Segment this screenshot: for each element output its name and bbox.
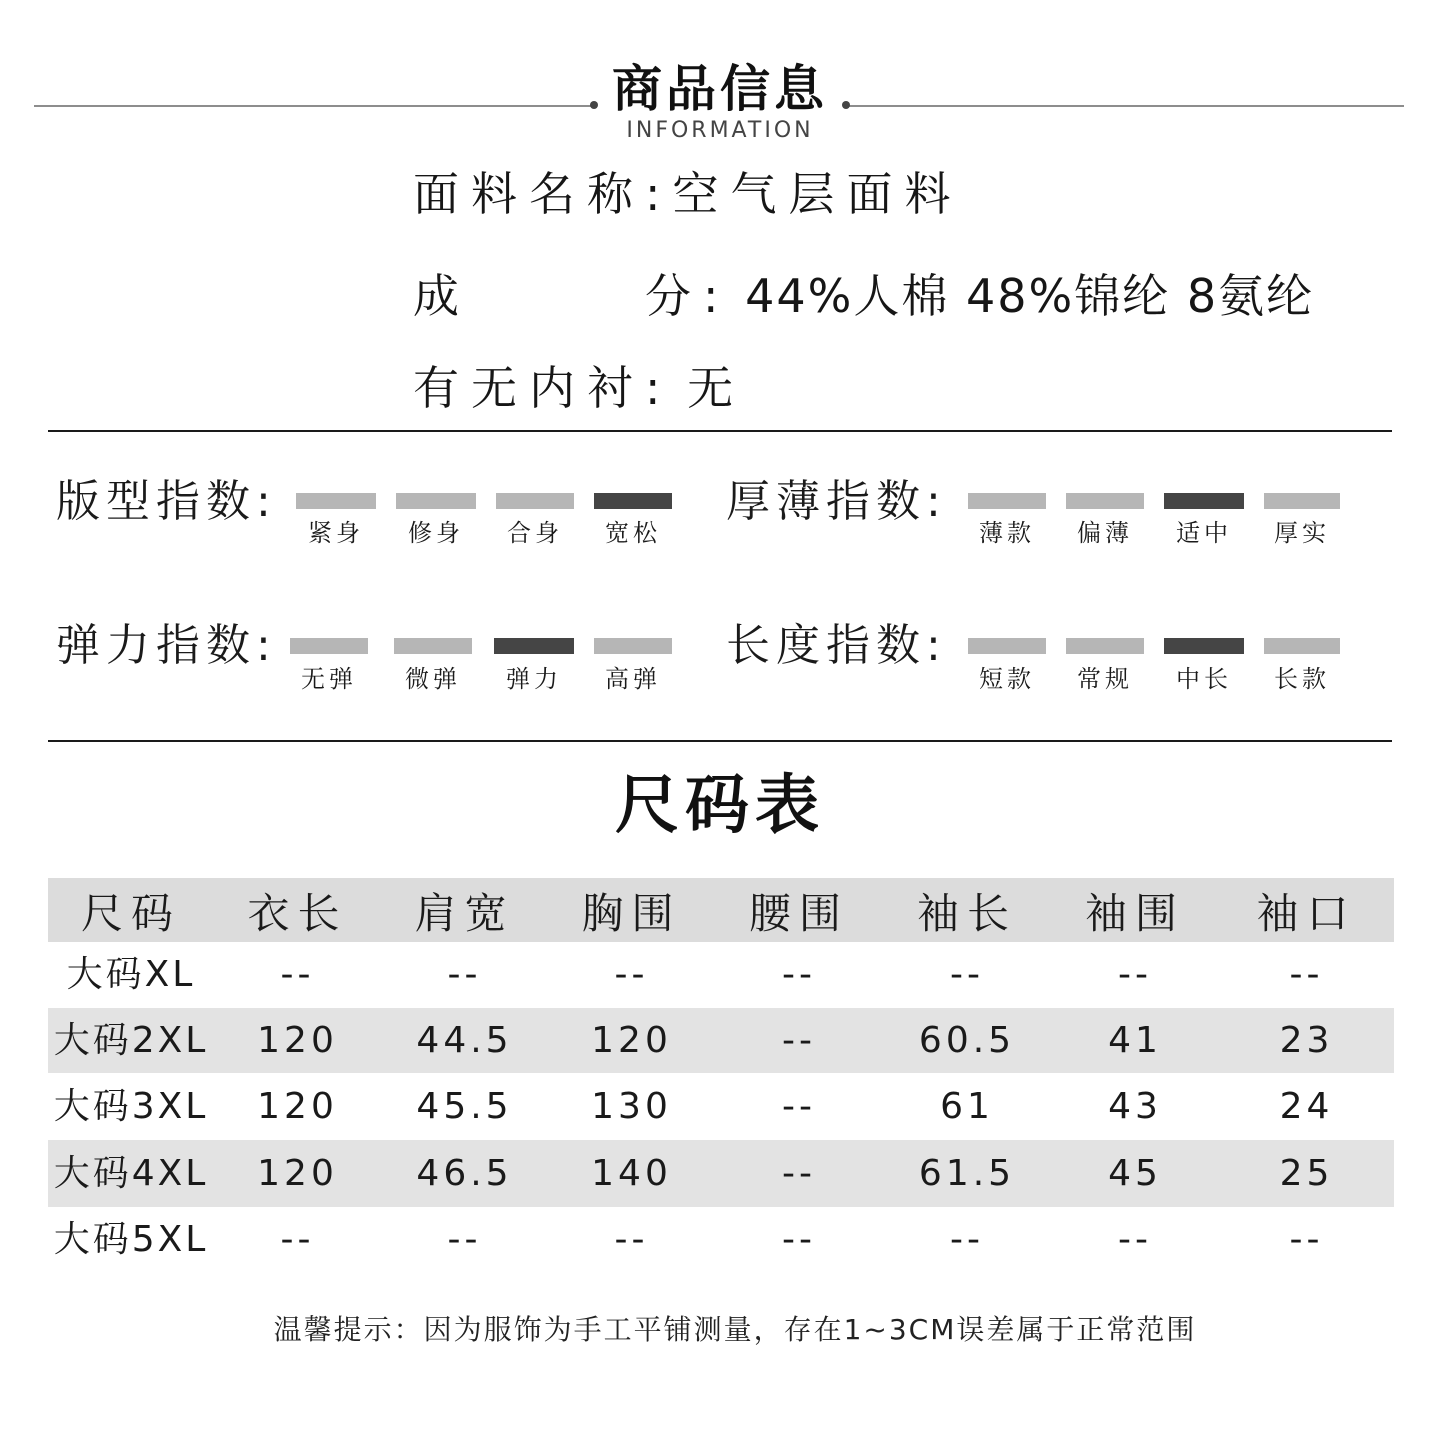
measurement-cell: -- [614,954,649,995]
index-bar [296,493,376,509]
size-table-title: 尺码表 [615,769,825,843]
index-bar [496,493,574,509]
table-row [48,1207,1394,1273]
measurement-cell: -- [782,1020,816,1061]
measurement-cell: 45 [1108,1153,1162,1194]
measurement-cell: -- [614,1219,649,1260]
index-option-label: 常规 [1077,665,1133,693]
index-option-label: 高弹 [605,665,661,693]
table-header-cell: 尺码 [80,889,181,938]
size-cell: 大码3XL [53,1086,209,1127]
size-cell: 大码2XL [53,1020,209,1061]
table-header-cell: 肩宽 [414,889,515,938]
measurement-cell: 25 [1279,1153,1334,1194]
measurement-cell: 43 [1108,1086,1162,1127]
index-bar [1264,493,1340,509]
measurement-cell: -- [280,1219,315,1260]
size-cell: 大码4XL [53,1153,209,1194]
index-option-label: 偏薄 [1077,519,1133,547]
lining-row [413,358,745,418]
index-label: 长度指数: [726,620,947,671]
table-row [48,1008,1394,1073]
index-bar-selected [1164,493,1244,509]
table-header-cell: 衣长 [247,889,348,938]
table-row [48,1073,1394,1140]
index-option-label: 适中 [1176,519,1232,547]
measurement-note: 温馨提示：因为服饰为手工平铺测量，存在1~3CM误差属于正常范围 [273,1313,1197,1346]
index-option-label: 薄款 [979,519,1035,547]
measurement-cell: -- [447,954,482,995]
index-option-label: 无弹 [301,665,357,693]
index-option-label: 紧身 [308,519,364,547]
measurement-cell: -- [950,954,984,995]
table-header-cell: 胸围 [581,889,682,938]
index-bar-selected [594,493,672,509]
measurement-cell: 120 [591,1020,672,1061]
fabric-name-label: 面料名称: [413,167,673,221]
size-table [48,878,1394,1273]
index-option-label: 修身 [408,519,464,547]
index-bar [594,638,672,654]
index-bar-selected [494,638,574,654]
measurement-cell: 61.5 [918,1153,1016,1194]
measurement-cell: 140 [591,1153,672,1194]
table-row [48,1140,1394,1207]
measurement-cell: -- [950,1219,984,1260]
index-bar [1066,493,1144,509]
measurement-cell: -- [1118,954,1152,995]
table-header-cell: 袖口 [1256,889,1357,938]
index-label: 厚薄指数: [726,476,947,527]
measurement-cell: 44.5 [416,1020,513,1061]
measurement-cell: 41 [1108,1020,1162,1061]
divider-bottom [48,740,1392,742]
measurement-cell: 120 [257,1020,338,1061]
index-option-label: 弹力 [506,665,562,693]
index-bar [1066,638,1144,654]
index-bar-selected [1164,638,1244,654]
index-label: 版型指数: [56,476,277,527]
measurement-cell: 130 [591,1086,672,1127]
measurement-cell: -- [782,1086,816,1127]
index-label: 弹力指数: [56,620,277,671]
index-option-label: 宽松 [605,519,661,547]
index-option-label: 合身 [507,519,563,547]
table-header-row [48,878,1394,942]
measurement-cell: 60.5 [918,1020,1016,1061]
measurement-cell: -- [1289,954,1324,995]
index-bar [394,638,472,654]
index-option-label: 微弹 [405,665,461,693]
table-header-cell: 袖围 [1084,889,1185,938]
section-subtitle-info: INFORMATION [626,118,814,143]
table-row [48,942,1394,1008]
divider-top [48,430,1392,432]
measurement-cell: -- [782,1219,816,1260]
measurement-cell: 45.5 [416,1086,513,1127]
composition-row [413,266,1314,326]
measurement-cell: 23 [1279,1020,1334,1061]
measurement-cell: -- [280,954,315,995]
measurement-cell: 61 [940,1086,994,1127]
measurement-cell: 120 [257,1153,338,1194]
measurement-cell: 120 [257,1086,338,1127]
composition-label: 成 分: [413,269,731,323]
measurement-cell: 46.5 [416,1153,513,1194]
index-option-label: 长款 [1274,665,1330,693]
measurement-cell: -- [782,1153,816,1194]
index-option-label: 中长 [1176,665,1232,693]
fabric-name-value: 空气层面料 [672,167,963,221]
size-cell: 大码XL [66,954,196,995]
index-bar [968,493,1046,509]
lining-label: 有无内衬: [413,361,673,415]
lining-value: 无 [687,361,746,415]
measurement-cell: -- [1118,1219,1152,1260]
measurement-cell: -- [1289,1219,1324,1260]
table-header-cell: 袖长 [916,889,1017,938]
index-option-label: 短款 [979,665,1035,693]
index-bar [1264,638,1340,654]
composition-value: 44%人棉 48%锦纶 8氨纶 [745,269,1315,323]
size-cell: 大码5XL [53,1219,209,1260]
section-title-info: 商品信息 [612,60,828,118]
fabric-name-row [413,164,963,224]
measurement-cell: 24 [1279,1086,1334,1127]
measurement-cell: -- [447,1219,482,1260]
measurement-cell: -- [782,954,816,995]
index-bar [396,493,476,509]
table-header-cell: 腰围 [748,889,849,938]
index-bar [290,638,368,654]
index-option-label: 厚实 [1274,519,1330,547]
index-bar [968,638,1046,654]
